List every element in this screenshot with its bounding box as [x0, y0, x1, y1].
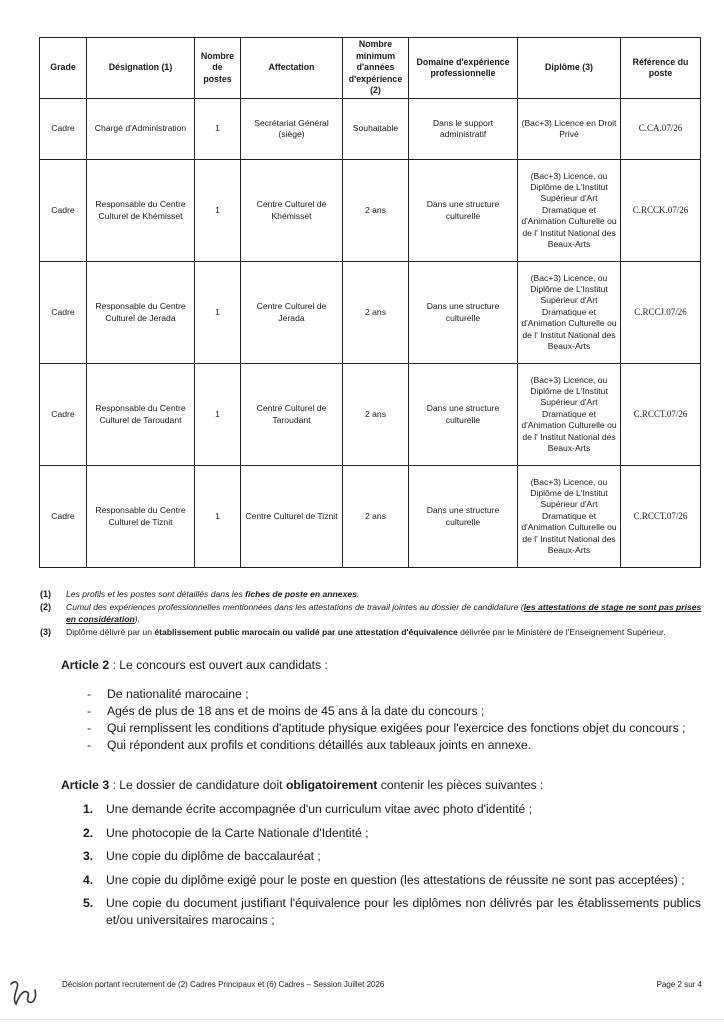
header-domaine: Domaine d'expérience professionnelle: [409, 38, 518, 99]
cell-grade: Cadre: [40, 262, 87, 364]
cell-diplome: (Bac+3) Licence, ou Diplôme de L'Institut Supérieur d'Art Dramatique et d'Animation Culturelle ou de l' Institut National des Beaux-Arts: [518, 364, 621, 466]
header-experience: Nombre minimum d'années d'expérience (2): [343, 38, 409, 99]
cell-reference: C.RCCT.07/26: [621, 466, 701, 568]
cell-nombre: 1: [195, 99, 241, 160]
cell-diplome: (Bac+3) Licence en Droit Privé: [518, 99, 621, 160]
list-item: 2. Une photocopie de la Carte Nationale d'Identité ;: [83, 825, 369, 840]
header-reference: Référence du poste: [621, 38, 701, 99]
cell-domaine: Dans une structure culturelle: [409, 364, 518, 466]
article-3-documents: [83, 801, 701, 935]
header-nombre: Nombre de postes: [195, 38, 241, 99]
cell-reference: C.RCCJ.07/26: [621, 262, 701, 364]
cell-experience: 2 ans: [343, 160, 409, 262]
footnote-number: (1): [40, 589, 51, 599]
list-item: - Qui remplissent les conditions d'aptitude physique exigées pour l'exercice des fonctions objet du concours ;: [87, 721, 686, 735]
footnote-text-end: ).: [134, 613, 141, 624]
cell-domaine: Dans une structure culturelle: [409, 466, 518, 568]
footnote-text: Diplôme délivré par un: [66, 626, 155, 637]
list-item: - Qui répondent aux profils et conditions détaillés aux tableaux joints en annexe.: [87, 738, 532, 752]
footnote-text: Cumul des expériences professionnelles mentionnées dans les attestations de travail jointes au dossier de candidature (: [66, 602, 524, 613]
footnote-number: (2): [40, 602, 51, 613]
list-item: 4. Une copie du diplôme exigé pour le poste en question (les attestations de réussite ne sont pas acceptées) ;: [83, 872, 685, 887]
footnote-number: (3): [40, 626, 51, 637]
handwritten-initials: [7, 978, 41, 1008]
header-diplome: Diplôme (3): [518, 38, 621, 99]
article-text: : Le dossier de candidature doit: [109, 778, 286, 792]
header-designation: Désignation (1): [87, 38, 195, 99]
cell-nombre: 1: [195, 160, 241, 262]
header-affectation: Affectation: [241, 38, 343, 99]
cell-affectation: Centre Culturel de Jerada: [241, 262, 343, 364]
footnote-1: [40, 589, 704, 600]
footnote-emphasis: fiches de poste en annexes: [245, 589, 357, 599]
table-row: [40, 160, 701, 262]
cell-reference: C.CA.07/26: [621, 99, 701, 160]
list-item: 3. Une copie du diplôme de baccalauréat ;: [83, 849, 321, 863]
list-item: - Agés de plus de 18 ans et de moins de 45 ans à la date du concours ;: [87, 704, 485, 718]
cell-affectation: Centre Culturel de Taroudant: [241, 364, 343, 466]
cell-reference: C.RCCK.07/26: [621, 160, 701, 262]
table-footnotes: [40, 589, 704, 640]
footnote-emphasis: les attestations de stage ne sont pas prises en considération: [66, 602, 702, 624]
table-row: [40, 364, 701, 466]
cell-experience: Souhaitable: [343, 99, 409, 160]
cell-nombre: 1: [195, 262, 241, 364]
cell-experience: 2 ans: [343, 262, 409, 364]
footnote-3: [40, 627, 704, 638]
list-item: 1. Une demande écrite accompagnée d'un curriculum vitae avec photo d'identité ;: [83, 802, 533, 816]
posts-table: [39, 37, 701, 568]
footer-document-title: Décision portant recrutement de (2) Cadres Principaux et (6) Cadres – Session Juillet 2026: [62, 980, 385, 989]
cell-experience: 2 ans: [343, 364, 409, 466]
cell-nombre: 1: [195, 466, 241, 568]
cell-domaine: Dans une structure culturelle: [409, 160, 518, 262]
footnote-emphasis: établissement public marocain ou validé par une attestation d'équivalence: [154, 626, 458, 637]
cell-diplome: (Bac+3) Licence, ou Diplôme de L'Institut Supérieur d'Art Dramatique et d'Animation Culturelle ou de l' Institut National des Beaux-Arts: [518, 160, 621, 262]
article-3-heading: [61, 778, 701, 792]
cell-designation: Responsable du Centre Culturel de Taroudant: [87, 364, 195, 466]
page-bottom-divider: [0, 1019, 724, 1020]
cell-designation: Responsable du Centre Culturel de Tiznit: [87, 466, 195, 568]
table-row: [40, 99, 701, 160]
table-row: [40, 466, 701, 568]
article-text-end: contenir les pièces suivantes :: [377, 778, 544, 792]
article-2-conditions: [87, 686, 701, 754]
cell-domaine: Dans une structure culturelle: [409, 262, 518, 364]
cell-designation: Responsable du Centre Culturel de Jerada: [87, 262, 195, 364]
footnote-text: Les profils et les postes sont détaillés dans les: [66, 589, 246, 599]
article-text: : Le concours est ouvert aux candidats :: [109, 658, 328, 672]
table-row: [40, 262, 701, 364]
cell-grade: Cadre: [40, 160, 87, 262]
footnote-text-end: .: [356, 589, 360, 599]
cell-affectation: Centre Culturel de Khémisset: [241, 160, 343, 262]
cell-diplome: (Bac+3) Licence, ou Diplôme de L'Institut Supérieur d'Art Dramatique et d'Animation Culturelle ou de l' Institut National des Beaux-Arts: [518, 466, 621, 568]
cell-nombre: 1: [195, 364, 241, 466]
footer-page-number: Page 2 sur 4: [656, 980, 702, 989]
cell-experience: 2 ans: [343, 466, 409, 568]
table-header-row: [40, 38, 701, 99]
header-grade: Grade: [40, 38, 87, 99]
article-label: Article 2: [61, 658, 110, 672]
cell-designation: Chargé d'Administration: [87, 99, 195, 160]
footnote-2: [40, 602, 704, 625]
article-emphasis: obligatoirement: [285, 778, 378, 792]
cell-grade: Cadre: [40, 364, 87, 466]
cell-diplome: (Bac+3) Licence, ou Diplôme de L'Institut Supérieur d'Art Dramatique et d'Animation Culturelle ou de l' Institut National des Beaux-Arts: [518, 262, 621, 364]
article-label: Article 3: [61, 778, 110, 792]
footnote-text-end: délivrée par le Ministère de l'Enseignement Supérieur.: [457, 626, 666, 637]
list-item: - De nationalité marocaine ;: [87, 687, 249, 701]
list-item: 5. Une copie du document justifiant l'équivalence pour les diplômes non délivrés par les établissements publics et/ou universitaires marocains ;: [83, 896, 701, 927]
article-2-heading: [61, 658, 701, 672]
cell-designation: Responsable du Centre Culturel de Khémisset: [87, 160, 195, 262]
cell-affectation: Centre Culturel de Tiznit: [241, 466, 343, 568]
cell-grade: Cadre: [40, 466, 87, 568]
cell-affectation: Secrétariat Général (siège): [241, 99, 343, 160]
cell-grade: Cadre: [40, 99, 87, 160]
cell-reference: C.RCCT.07/26: [621, 364, 701, 466]
cell-domaine: Dans le support administratif: [409, 99, 518, 160]
